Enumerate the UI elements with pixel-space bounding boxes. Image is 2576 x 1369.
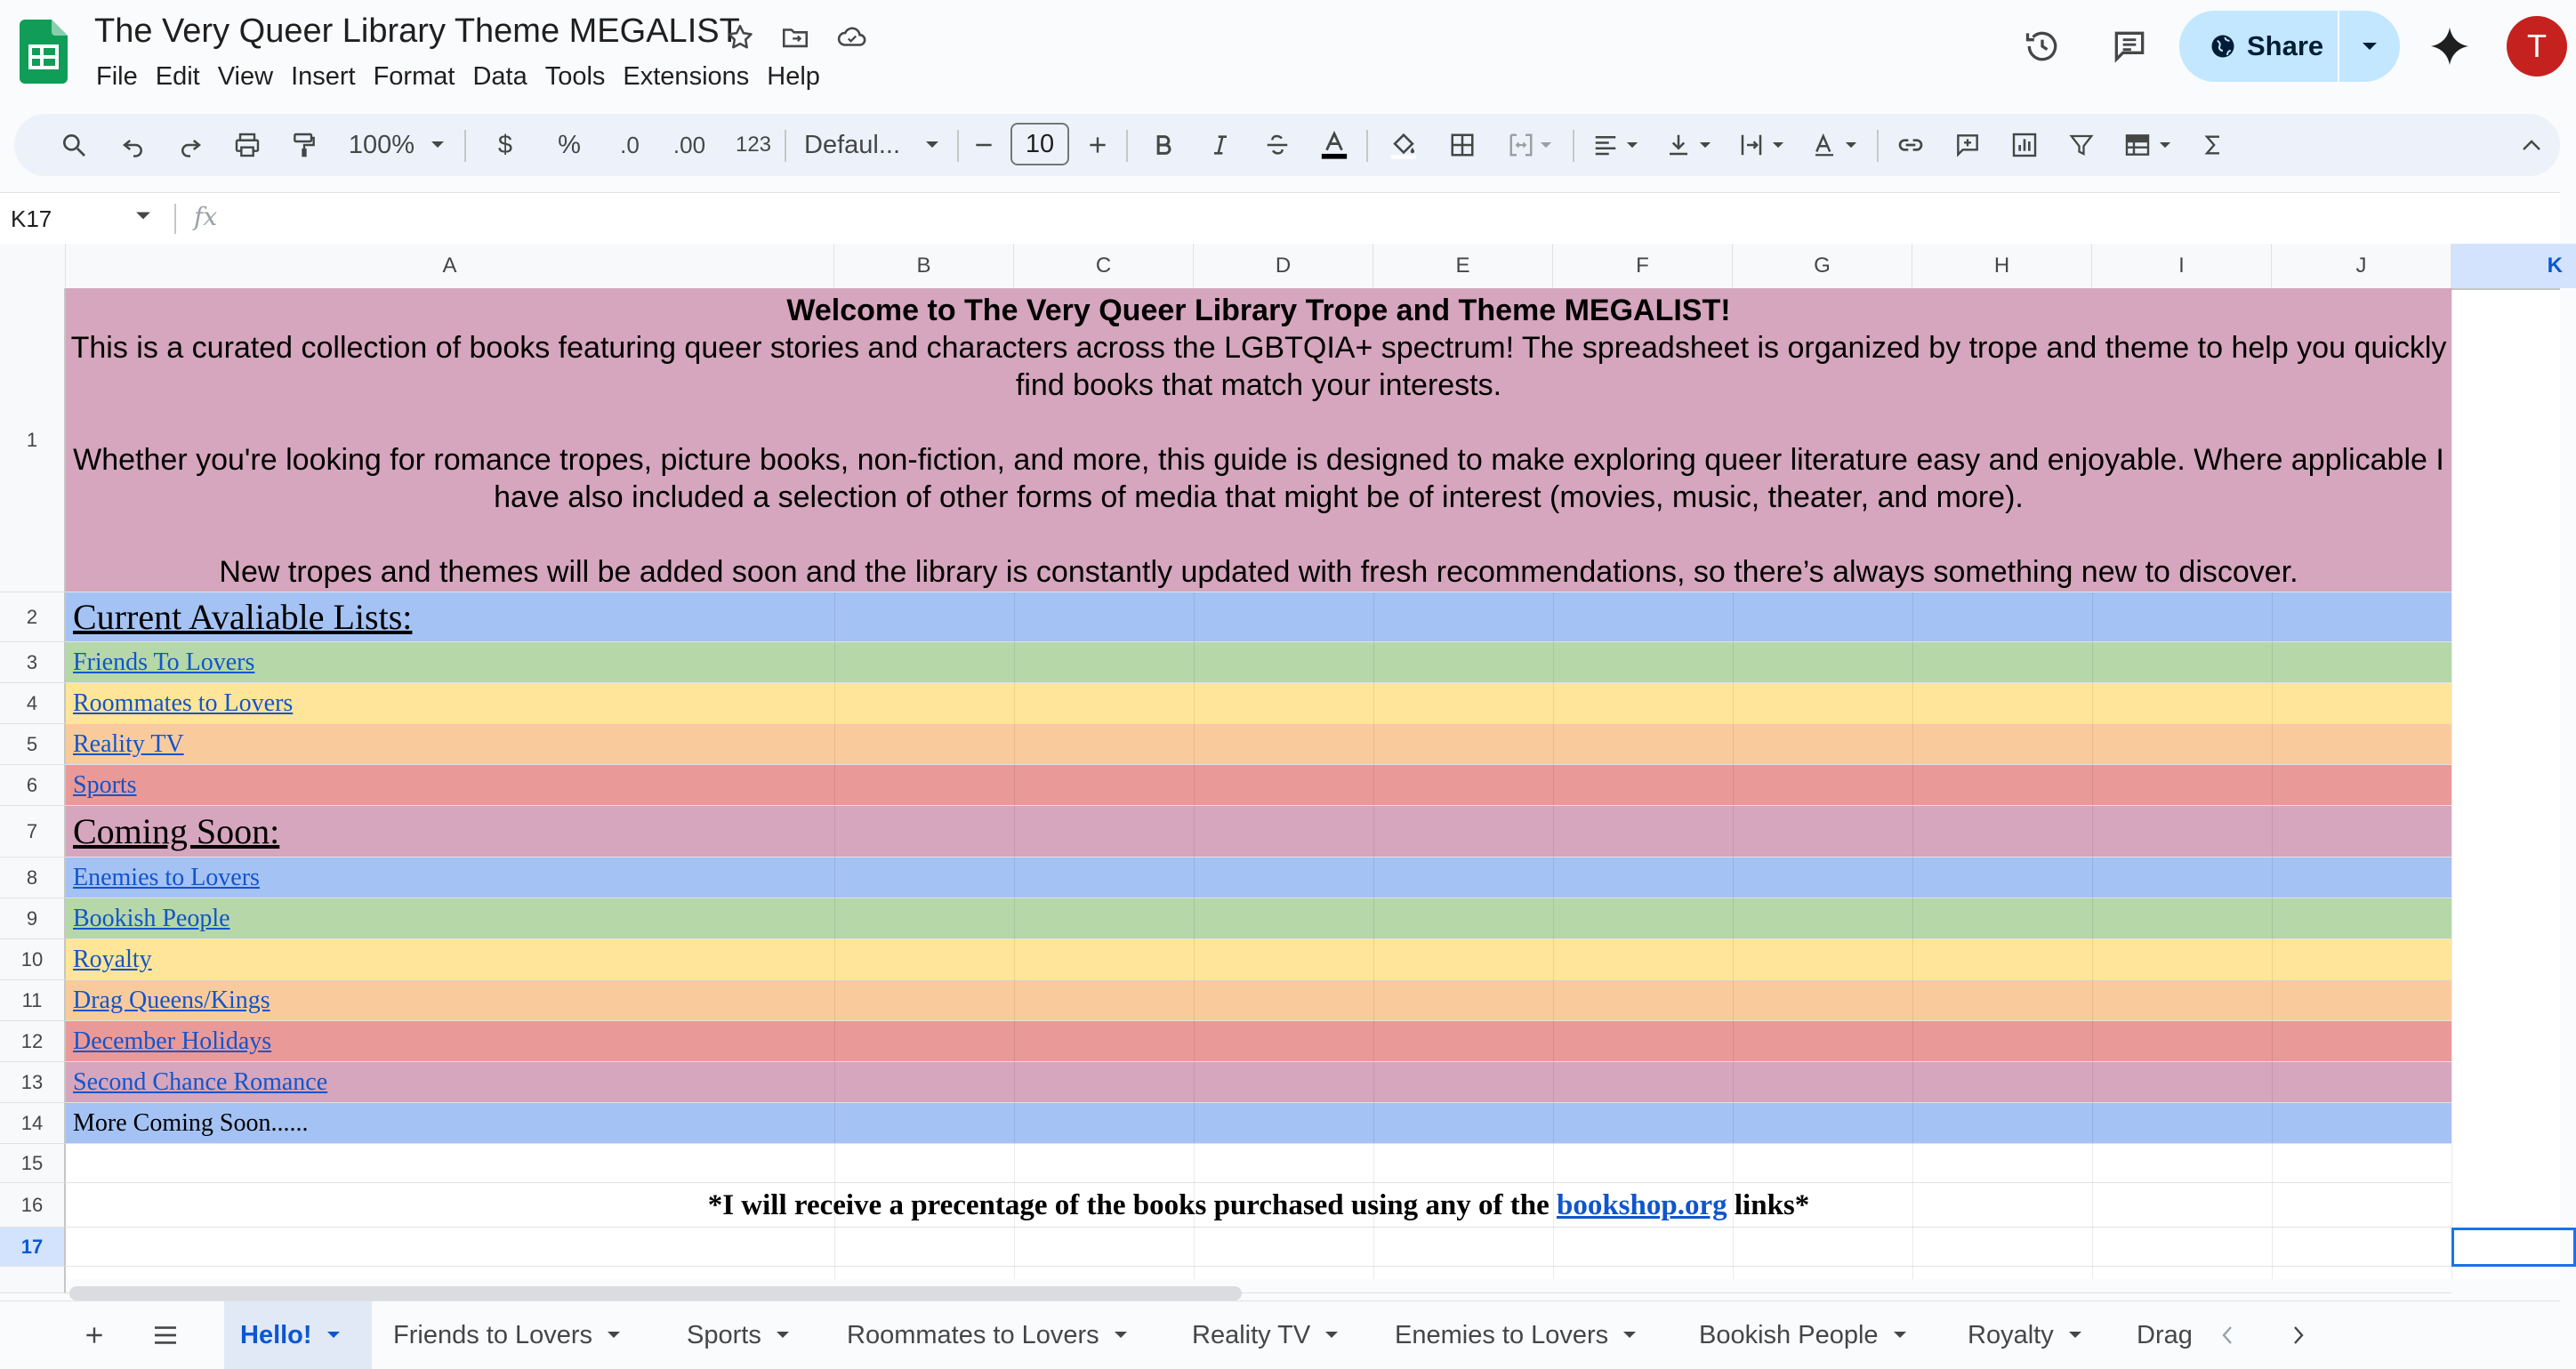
sheet-tab-bar [0,1301,2560,1369]
document-title[interactable]: The Very Queer Library Theme MEGALIST [94,12,740,50]
row-header-16[interactable]: 16 [0,1183,66,1228]
caret-down-icon [326,1331,341,1340]
grid-line [1194,592,1195,1279]
vertical-align-icon[interactable] [1653,114,1724,176]
zoom-select[interactable] [334,114,459,176]
menu-data[interactable]: Data [472,62,527,91]
toolbar [14,114,2560,176]
row-header-6[interactable]: 6 [0,765,66,806]
select-all-corner[interactable] [0,244,66,288]
row-header-1[interactable]: 1 [0,288,66,592]
sheet-tab-label: Bookish People [1699,1320,1879,1349]
row-header-14[interactable]: 14 [0,1103,66,1144]
sheet-tab-hello[interactable] [224,1301,372,1369]
text-rotation-icon[interactable] [1799,114,1870,176]
globe-icon [2210,33,2236,60]
caret-down-icon [776,1331,790,1340]
sheet-tab-label: Enemies to Lovers [1395,1320,1609,1349]
sheet-tab-roommates-to-lovers[interactable] [831,1301,1165,1369]
paint-format-icon[interactable] [278,114,331,176]
caret-down-icon [925,141,939,149]
bookshop-link[interactable]: bookshop.org [1556,1189,1727,1221]
row-header-7[interactable]: 7 [0,806,66,858]
title-bar [0,0,2560,105]
table-row[interactable] [66,592,2451,642]
spreadsheet-grid[interactable] [0,244,2563,1279]
fill-color-icon[interactable] [1375,114,1432,176]
table-row[interactable] [66,939,2451,980]
toolbar-divider [1126,130,1128,162]
grid-line [1373,592,1374,1279]
sheet-tab-label: Sports [687,1320,761,1349]
share-dropdown-button[interactable] [2339,11,2400,82]
fx-icon: fx [194,202,218,231]
column-header-i[interactable]: I [2092,244,2272,288]
list-link-sports[interactable]: Sports [73,770,137,799]
sheet-tab-drag[interactable] [2121,1301,2193,1369]
affiliate-disclaimer [66,1183,2451,1228]
cloud-saved-icon[interactable] [834,20,870,55]
borders-icon[interactable] [1436,114,1489,176]
table-row[interactable] [66,1228,2451,1267]
row-header-10[interactable]: 10 [0,939,66,980]
caret-down-icon [431,141,445,149]
grid-line [1733,592,1734,1279]
share-label: Share [2247,30,2324,61]
font-name: Defaul... [804,130,900,159]
row-header-5[interactable]: 5 [0,724,66,765]
font-size-input[interactable]: 10 [1010,123,1069,165]
column-header-b[interactable]: B [834,244,1014,288]
sheet-tab-friends-to-lovers[interactable] [377,1301,672,1369]
intro-paragraph-1: This is a curated collection of books featuring queer stories and characters across the LGBTQIA+ spectrum! The spreadsheet is organized by trope and theme to help you quickly find books that match your interests. [70,331,2447,402]
sheets-logo-icon[interactable] [20,20,68,84]
column-header-a[interactable]: A [66,244,834,288]
selected-cell-k17[interactable] [2451,1228,2576,1267]
search-menus-icon[interactable] [44,114,103,176]
column-header-j[interactable]: J [2272,244,2451,288]
intro-merged-cell[interactable] [66,288,2451,592]
sheet-tab-label: Reality TV [1192,1320,1311,1349]
add-sheet-icon[interactable] [68,1301,121,1369]
coming-soon-heading: Coming Soon: [73,811,280,851]
toolbar-divider [1366,130,1368,162]
filter-icon[interactable] [2055,114,2108,176]
all-sheets-icon[interactable] [139,1301,192,1369]
grid-line [1912,592,1913,1279]
toolbar-divider [1877,130,1879,162]
functions-icon[interactable] [2186,114,2240,176]
grid-line [834,592,835,1279]
currency-label: $ [497,130,513,159]
caret-down-icon [1893,1331,1907,1340]
list-link-drag-queens-kings[interactable]: Drag Queens/Kings [73,986,270,1014]
redo-icon[interactable] [164,114,217,176]
table-row[interactable] [66,724,2451,765]
text-color-icon[interactable] [1308,114,1361,176]
menu-bar [87,59,829,94]
increase-font-size-icon[interactable] [1078,114,1117,176]
caret-down-icon [1622,1331,1637,1340]
row-header-15[interactable]: 15 [0,1144,66,1183]
caret-down-icon [1324,1331,1339,1340]
list-link-friends-to-lovers[interactable]: Friends To Lovers [73,648,255,676]
caret-down-icon[interactable] [135,211,151,221]
comments-icon[interactable] [2103,20,2156,73]
caret-down-icon [1114,1331,1128,1340]
sheet-tab-label: Roommates to Lovers [847,1320,1099,1349]
bold-icon[interactable] [1137,114,1190,176]
disclaimer-text-end: links* [1727,1189,1810,1221]
row-header-8[interactable]: 8 [0,858,66,898]
insert-comment-icon[interactable] [1941,114,1994,176]
text-wrapping-icon[interactable] [1726,114,1797,176]
sheet-tab-label: Drag [2137,1320,2193,1349]
sheet-tab-reality-tv[interactable] [1176,1301,1368,1369]
menu-help[interactable]: Help [767,62,820,91]
list-link-december-holidays[interactable]: December Holidays [73,1027,272,1055]
toolbar-divider [957,130,959,162]
horizontal-scrollbar[interactable] [69,1286,1242,1301]
toolbar-divider [785,130,786,162]
formula-bar [0,192,2560,246]
table-icon[interactable] [2112,114,2183,176]
row-header-12[interactable]: 12 [0,1021,66,1062]
table-row[interactable] [66,980,2451,1021]
column-header-f[interactable]: F [1553,244,1733,288]
row-header-9[interactable]: 9 [0,898,66,939]
table-row[interactable] [66,1062,2451,1103]
sheet-tab-label: Friends to Lovers [393,1320,593,1349]
format-percent-button[interactable] [543,114,596,176]
undo-icon[interactable] [107,114,160,176]
insert-link-icon[interactable] [1884,114,1937,176]
zoom-value: 100% [348,130,415,159]
row-header-2[interactable]: 2 [0,592,66,642]
column-header-k[interactable]: K [2451,244,2576,288]
grid-line [1014,592,1015,1279]
table-row[interactable] [66,1144,2451,1183]
list-link-reality-tv[interactable]: Reality TV [73,729,184,758]
more-formats-button[interactable] [722,114,785,176]
caret-down-icon [2361,41,2379,52]
grid-line [2272,592,2273,1279]
avatar[interactable]: T [2507,16,2567,77]
caret-down-icon [2068,1331,2082,1340]
sheet-tab-sports[interactable] [671,1301,815,1369]
menu-insert[interactable]: Insert [291,62,356,91]
table-row[interactable] [66,858,2451,898]
sheet-tab-label: Hello! [240,1320,312,1349]
italic-icon[interactable] [1194,114,1247,176]
column-header-bar [0,244,2563,290]
share-button-group [2179,11,2400,82]
sheet-tab-royalty[interactable] [1952,1301,2108,1369]
number-format-label: 123 [735,133,772,157]
intro-paragraph-2: Whether you're looking for romance tropes, picture books, non-fiction, and more, this guide is designed to make exploring queer literature easy and enjoyable. Where applicable I have also included a selection of other forms of media that might be of interest (movies, music, theater, and more). [73,443,2444,514]
table-row[interactable] [66,765,2451,806]
scroll-tabs-right-icon[interactable] [2272,1301,2325,1369]
increase-decimal-button[interactable] [658,114,720,176]
row-header-11[interactable]: 11 [0,980,66,1021]
insert-chart-icon[interactable] [1998,114,2051,176]
table-row[interactable] [66,1021,2451,1062]
decrease-font-size-icon[interactable] [964,114,1003,176]
name-box[interactable]: K17 [11,205,52,232]
row-header-4[interactable]: 4 [0,683,66,724]
gemini-sparkle-icon[interactable] [2423,20,2476,73]
list-link-enemies-to-lovers[interactable]: Enemies to Lovers [73,863,260,891]
menu-file[interactable]: File [96,62,138,91]
decrease-decimal-label: .0 [620,131,640,158]
table-row[interactable] [66,642,2451,683]
toolbar-divider [1573,130,1574,162]
sheet-tab-enemies-to-lovers[interactable] [1379,1301,1667,1369]
menu-extensions[interactable]: Extensions [623,62,750,91]
version-history-icon[interactable] [2016,20,2069,73]
column-header-c[interactable]: C [1014,244,1194,288]
merge-cells-icon[interactable] [1494,114,1566,176]
column-header-h[interactable]: H [1912,244,2092,288]
table-row[interactable] [66,683,2451,724]
table-row[interactable] [66,806,2451,858]
grid-line [2092,592,2093,1279]
list-link-bookish-people[interactable]: Bookish People [73,904,230,932]
sheet-tab-label: Royalty [1968,1320,2054,1349]
menu-tools[interactable]: Tools [544,62,606,91]
collapse-toolbar-icon[interactable] [2505,114,2558,176]
table-row[interactable] [66,1103,2451,1144]
column-header-g[interactable]: G [1733,244,1912,288]
font-select[interactable] [792,114,952,176]
column-header-e[interactable]: E [1373,244,1553,288]
move-folder-icon[interactable] [777,20,813,55]
grid-line [2451,288,2452,1279]
menu-edit[interactable]: Edit [155,62,200,91]
horizontal-align-icon[interactable] [1580,114,1651,176]
row-header-3[interactable]: 3 [0,642,66,683]
caret-down-icon [607,1331,621,1340]
increase-decimal-label: .00 [672,131,706,158]
more-coming-soon-text: More Coming Soon...... [73,1108,309,1137]
row-header-18[interactable] [0,1267,66,1293]
formula-divider [174,204,176,234]
scroll-tabs-left-icon[interactable] [2201,1301,2254,1369]
toolbar-divider [464,130,466,162]
current-lists-heading: Current Avaliable Lists: [73,597,413,637]
row-header-17[interactable]: 17 [0,1228,66,1267]
list-link-second-chance-romance[interactable]: Second Chance Romance [73,1067,328,1096]
format-currency-button[interactable] [479,114,532,176]
star-icon[interactable] [722,20,758,55]
grid-line [1553,592,1554,1279]
list-link-roommates-to-lovers[interactable]: Roommates to Lovers [73,689,294,717]
column-header-d[interactable]: D [1194,244,1373,288]
menu-view[interactable]: View [217,62,274,91]
disclaimer-text: *I will receive a precentage of the books purchased using any of the [707,1189,1557,1221]
row-header-13[interactable]: 13 [0,1062,66,1103]
print-icon[interactable] [221,114,274,176]
menu-format[interactable]: Format [373,62,455,91]
table-row[interactable] [66,898,2451,939]
intro-title: Welcome to The Very Queer Library Trope and Theme MEGALIST! [786,294,1731,327]
share-button[interactable] [2179,11,2338,82]
decrease-decimal-button[interactable] [601,114,658,176]
strikethrough-icon[interactable] [1251,114,1304,176]
percent-label: % [558,130,581,159]
sheet-tab-bookish-people[interactable] [1683,1301,1937,1369]
list-link-royalty[interactable]: Royalty [73,945,152,973]
intro-paragraph-3: New tropes and themes will be added soon and the library is constantly updated with fresh recommendations, so there’s always something new to discover. [219,555,2298,589]
